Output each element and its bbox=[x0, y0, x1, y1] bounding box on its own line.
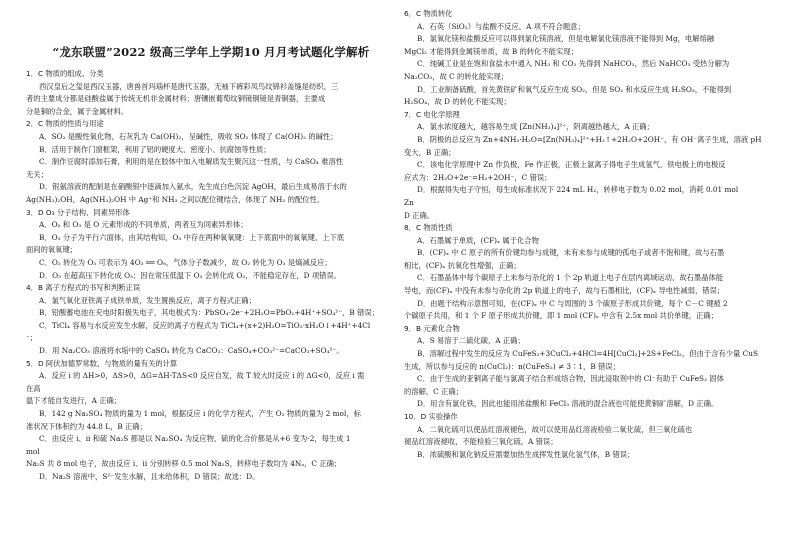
answer-line: Ag(NH₃)₂OH，Ag(NH₃)₂OH 中 Ag⁺和 NH₃ 之间以配位键结合，体现了 NH₃ 的配位性。 bbox=[26, 194, 325, 204]
answer-line: A．反应 i 的 ΔH>0，ΔS>0，ΔG=ΔH-TΔS<0 反应自发，故 T 较大时反应 i 的 ΔG<0，反应 i 需 bbox=[39, 371, 365, 381]
answer-line: B．浓硫酸和氯化钠反应需要加热生成挥发性氯化氢气体，B 错误； bbox=[417, 449, 635, 459]
answer-line: 在高 bbox=[26, 383, 41, 393]
answer-line: B．O₃ 分子为平行六面体，由其结构知，O₃ 中存在两种氧氧键：上下底面中的氧氧键、上下底 bbox=[39, 232, 345, 242]
answer-line: C．制作豆腐时添加石膏，利用的是在胶体中加入电解质发生聚沉这一性质，与 CaSO₄ 难溶性 bbox=[39, 157, 344, 167]
answer-line: Na₂S 共 8 mol 电子，故由反应 i、ii 分别转移 0.5 mol Na₂S，转移电子数均为 4Nₐ，C 正确； bbox=[26, 459, 342, 469]
answer-line: 的溶解，C 正确； bbox=[404, 386, 463, 396]
answer-line: 者的主要成分都是硅酸盐属于传统无机非金属材料；唐镶嵌葡萄纹铜镜铜镜是青铜器，主要成 bbox=[26, 94, 326, 104]
question-heading: 3．D O₃ 分子结构、同素异形体 bbox=[26, 207, 130, 217]
answer-line: Zn bbox=[404, 197, 414, 207]
answer-line: B．溶解过程中发生的反应为 CuFeS₂+3CuCl₂+4HCl=4H[CuCl₂]+2S+FeCl₂，但由于含有少量 CuS bbox=[417, 349, 758, 359]
answer-line: H₂SO₄，故 D 的转化不能实现； bbox=[404, 97, 511, 107]
answer-line: D．用 Na₂CO₃ 溶液将水垢中的 CaSO₄ 转化为 CaCO₃：CaSO₄+CO₃²⁻=CaCO₃+SO₄²⁻。 bbox=[39, 346, 344, 356]
left-answer-list bbox=[26, 68, 396, 484]
answer-line: 温下才能自发进行，A 正确； bbox=[26, 396, 122, 406]
question-heading: 1．C 物质的组成、分类 bbox=[26, 69, 104, 78]
answer-line: C．纯碱工业是在饱和食盐水中通入 NH₃ 和 CO₂ 先得到 NaHCO₃，然后 NaHCO₃ 受热分解为 bbox=[417, 59, 730, 69]
left-column bbox=[26, 8, 396, 484]
answer-line: D．根据得失电子守恒，每生成标准状况下 224 mL H₂，转移电子数为 0.02 mol，消耗 0.01 mol bbox=[417, 185, 739, 195]
answer-line: D 正确。 bbox=[404, 210, 435, 220]
question-heading: 9．B 元素化合物 bbox=[404, 323, 460, 333]
document-title: “龙东联盟”2022 级高三学年上学期10 月月考试题化学解析 bbox=[52, 45, 370, 59]
answer-line: 西汉皇后之玺是西汉玉器，唐兽首玛瑙杯是唐代玉器，无袖下裤彩凤鸟纹锦衫盖缝是纺织，三 bbox=[39, 81, 339, 91]
question-heading: 7．C 电化学原理 bbox=[404, 109, 460, 119]
answer-line: A．石墨属于单质，(CF)ₓ 属于化合物 bbox=[417, 235, 539, 245]
answer-line: C．由反应 i、ii 和硫 Na₂S 都是以 Na₂SO₄ 为反应物，硫的化合价都是从+6 变为-2，每生成 1 bbox=[39, 434, 351, 444]
answer-line: ⁻； bbox=[26, 333, 38, 343]
question-heading: 10．D 实验操作 bbox=[404, 412, 458, 421]
answer-line: D．银氨溶液的配制是在硝酸银中逐滴加入氨水，先生成白色沉淀 AgOH，最后生成易溶于水的 bbox=[39, 182, 347, 192]
answer-line: 应式为：2H₂O+2e⁻=H₂+2OH⁻，C 错误； bbox=[404, 172, 552, 182]
question-heading: 8．C 物质性质 bbox=[404, 223, 453, 233]
answer-line: D．由题干结构示意图可知，在(CF)ₓ 中 C 与周围的 3 个碳原子形成共价键，每个 C－C 键被 2 bbox=[417, 298, 728, 308]
answer-line: 面间的氧氧键； bbox=[26, 245, 78, 255]
answer-line: B．活用于制作门窗框架，利用了铝的硬度大、密度小、抗腐蚀等性质； bbox=[39, 144, 271, 154]
answer-line: A．石英（SiO₂）与盐酸不反应，A 项不符合题意； bbox=[417, 21, 585, 31]
answer-line: 分是铜的合金，属于金属材料。 bbox=[26, 106, 129, 116]
question-heading: 6．C 物质转化 bbox=[404, 9, 453, 18]
answer-line: C．该电化学原理中 Zn 作负极，Fe 作正极，正极上氯离子得电子生成氢气，铁电极上的电极反 bbox=[417, 160, 726, 170]
answer-line: 生成，所以参与反应的 n(CuCl₂)：n(CuFeS₂) ≠ 3∶1，B 错误； bbox=[404, 361, 620, 371]
answer-line: D．O₃ 在超高压下转化成 O₃；因在常压低温下 O₃ 会转化成 O₂，不能稳定存在，D 项错误。 bbox=[39, 270, 342, 280]
answer-line: 导电，而(CF)ₓ 中没有未参与杂化的 2p 轨道上的电子，故与石墨相比，(CF)ₓ 导电性减弱，错误； bbox=[404, 286, 725, 296]
answer-line: A．S 易溶于二硫化碳，A 正确； bbox=[417, 336, 525, 346]
question-heading: 4．B 离子方程式的书写和判断正误 bbox=[26, 283, 141, 293]
answer-line: 个碳原子共用，和 1 个 F 原子形成共价键，即 1 mol (CF)ₓ 中含有 2.5x mol 共价单键，正确； bbox=[404, 311, 718, 321]
answer-line: B．阴极的总反应为 Zn+4NH₃·H₂O=[Zn(NH₃)₄]²⁺+H₂↑+2H₂O+2OH⁻，有 OH⁻离子生成，溶液 pH bbox=[417, 134, 762, 144]
answer-line: 褪品红溶液褪收，不能检验三氧化硫，A 错误； bbox=[404, 437, 558, 447]
answer-line: D．Na₂S 溶液中，S²⁻发生水解，且未给体积，D 错误；故选：D。 bbox=[39, 472, 260, 481]
answer-line: C．O₂ 转化为 O₃ 可表示为 4O₂ ══ O₈，气体分子数减少，故 O₂ 转化为 O₃ 是熵减反应； bbox=[39, 257, 332, 267]
answer-line: A．氯水浓度越大，越容易生成 [Zn(NH₃)₄]²⁺，阴离越热越大，A 正确； bbox=[417, 122, 654, 132]
question-heading: 5．D 阿伏加德罗常数、与物质的量有关的计算 bbox=[26, 358, 178, 368]
answer-line: B．142 g Na₂SO₄ 物质的量为 1 mol，根据反应 i 的化学方程式，产生 O₂ 物质的量为 2 mol，标 bbox=[39, 409, 361, 419]
answer-line: 准状况下体积约为 44.8 L，B 正确； bbox=[26, 421, 147, 431]
answer-line: A．O₂ 和 O₃ 是 O 元素形成的不同单质，两者互为同素异形体； bbox=[39, 220, 248, 230]
answer-line: D．工业制备硫酸，首先黄铁矿和氧气反应生成 SO₂，但是 SO₂ 和水反应生成 H₂SO₃，不能得到 bbox=[417, 84, 732, 94]
answer-line: A．二氧化硫可以使品红溶液褪色，故可以使用品红溶液检验二氧化硫，但三氧化硫也 bbox=[417, 424, 693, 434]
question-heading: 2．C 物质的性质与用途 bbox=[26, 119, 104, 129]
answer-line: MgCl₂ 才能得到金属镁单质，故 B 的转化不能实现； bbox=[404, 46, 578, 56]
answer-line: B．(CF)ₓ 中 C 原子的所有价键均参与成键，未有未参与成键的孤电子或者不饱和键，故与石墨 bbox=[417, 248, 725, 258]
answer-line: C．由于生成的亚铜离子能与氯离子结合形成络合物，因此浸取剂中的 Cl⁻有助于 CuFeS₂ 固体 bbox=[417, 374, 724, 384]
answer-line: mol bbox=[26, 446, 40, 456]
right-answer-list bbox=[404, 8, 774, 461]
answer-line: D．用含有氯化铁，因此也能用浓盐酸和 FeCl₃ 溶液的混合液也可能使黄铜矿溶解，D 正确。 bbox=[417, 399, 719, 409]
answer-line: Na₂CO₃，故 C 的转化能实现； bbox=[404, 71, 509, 81]
answer-line: B．铅酸蓄电池在充电时阳极失电子，其电极式为：PbSO₄-2e⁻+2H₂O=PbO₂+4H⁺+SO₄²⁻，B 错误； bbox=[39, 308, 379, 318]
answer-line: C．石墨晶体中每个碳原子上未参与杂化的 1 个 2p 轨道上电子在层内离域运动，故石墨晶体能 bbox=[417, 273, 724, 283]
answer-line: 相比，(CF)ₓ 抗氧化性增强，正确； bbox=[404, 260, 521, 270]
answer-line: C．TiCl₄ 容易与水反应发生水解，反应的离子方程式为 TiCl₄+(x+2)H₂O=TiO₂·xH₂O↓+4H⁺+4Cl bbox=[39, 320, 371, 330]
answer-line: 无关； bbox=[26, 169, 48, 179]
right-column bbox=[404, 8, 774, 461]
answer-line: A．SO₂ 是酸性氧化物，石灰乳为 Ca(OH)₂，呈碱性，吸收 SO₂ 体现了 Ca(OH)₂ 的碱性； bbox=[39, 131, 338, 141]
answer-line: 变大，B 正确； bbox=[404, 147, 456, 157]
answer-line: A．氯气氧化亚铁离子成铁单质，发生置换反应，离子方程式正确； bbox=[39, 295, 256, 305]
answer-line: B．氯氧化镁和盐酸反应可以得到氯化镁溶液，但是电解氯化镁溶液不能得到 Mg，电解熔融 bbox=[417, 34, 715, 44]
